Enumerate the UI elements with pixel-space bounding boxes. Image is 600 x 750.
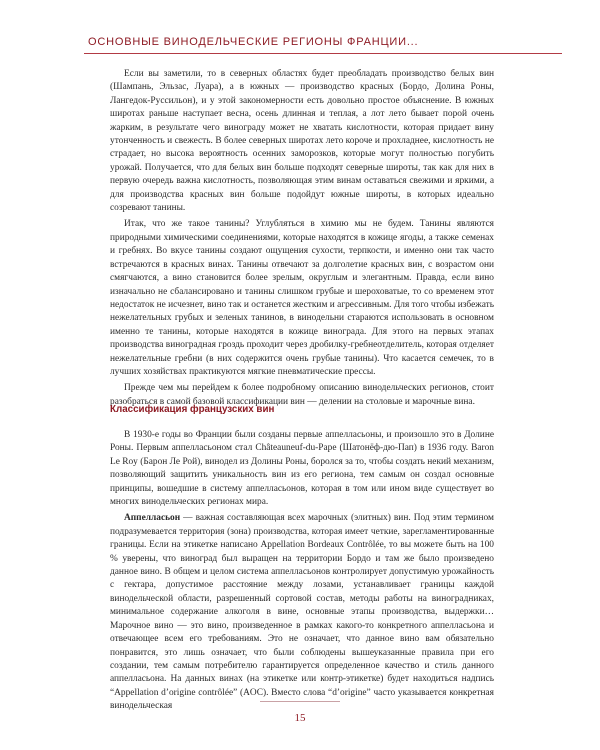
paragraph-transition: Прежде чем мы перейдем к более подробному описанию винодельческих регионов, стоит разобраться в самой базовой классификации вин — делении на столовые и марочные вина. [110, 383, 494, 407]
paragraph-appellation [110, 512, 494, 713]
appellation-definition: — важная составляющая всех марочных (элитных) вин. Под этим термином подразумевается территория (зона) производства, которая имеет четкие, зарегламентированные границы. Если на этикетке написано Appellation Bordeaux Contrôlée, то вы можете быть на 100 % уверены, что виноград был выращен на территории Бордо и там же было произведено данное вино. В общем и целом система аппелласьонов контролирует допустимую урожайность с гектара, допустимое расстояние между лозами, устанавливает границы каждой винодельческой области, разрешенный сортовой состав, методы работы на виноградниках, минимальное содержание алкоголя в вине, основные этапы производства, выдержки… Марочное вино — это вино, произведенное в рамках какого-то конкретного аппелласьона и отвечающее всем его требованиям. Это не означает, что данное вино вам обязательно понравится, это лишь означает, что были соблюдены вышеуказанные правила при его создании, тем самым потребителю гарантируется определенное качество и стиль данного аппелласьона. На данных винах (на этикетке или контр-этикетке) будет находиться надпись “Appellation d’origine contrôlée” (AOC). Вместо слова “d’origine” часто указывается конкретная винодельческая [110, 513, 494, 712]
section-title: Классификация французских вин [110, 404, 275, 415]
paragraph-tannins: Итак, что же такое танины? Углубляться в химию мы не будем. Танины являются природными химическими соединениями, которые находятся в кожице ягоды, а также семенах и гребнях. Во вкусе танины создают ощущения сухости, терпкости, и именно они так часто встречаются в красных винах. Танины отвечают за долголетие красных вин, с возрастом они смягчаются, а вино становится более зрелым, округлым и элегантным. Правда, если вино изначально не сбалансировано и танины слишком грубые и шероховатые, то со временем этот недостаток не исчезнет, вино так и останется жестким и агрессивным. Для того чтобы избежать нежелательных грубых и зеленых танинов, в винодельни стараются использовать в основном именно те танины, которые находятся в кожице винограда. Для этого на первых этапах производства виноградная гроздь проходит через дробилку-гребнеотделитель, которая отделяет нежелательные гребни (в них содержится очень грубые танины). Что касается семечек, то в лучших хозяйствах практикуются мягкие пневматические прессы. [110, 219, 494, 377]
term-appellation: Аппелласьон [124, 513, 181, 524]
paragraph-history: В 1930-е годы во Франции были созданы первые аппелласьоны, и произошло это в Долине Роны. Первым аппелласьоном стал Châteauneuf-du-Pape (Шатонёф-дю-Пап) в 1936 году. Baron Le Roy (Барон Ле Рой), винодел из Долины Роны, боролся за то, чтобы создать некий механизм, позволяющий защитить уникальность вин из его региона, тем самым он создал основные принципы, вошедшие в систему аппелласьонов, которая в том или ином виде существует во многих винодельческих регионах мира. [110, 430, 494, 508]
page-number: 15 [294, 712, 306, 724]
header-rule [84, 53, 562, 54]
intro-text [110, 68, 494, 409]
classification-text [110, 429, 494, 714]
paragraph-latitudes: Если вы заметили, то в северных областях будет преобладать производство белых вин (Шампань, Эльзас, Луара), а в южных — производство красных (Бордо, Долина Роны, Лангедок-Руссильон), и у этой закономерности есть довольно простое объяснение. В южных широтах раньше наступает весна, осень длинная и теплая, а лот лето бывает порой очень жарким, в результате чего винограду может не хватать кислотности, которая придает вину утонченность и свежесть. В более северных широтах лето короче и прохладнее, кислотность не страдает, но высока вероятность осенних заморозков, которые могут полностью погубить урожай. Получается, что для белых вин больше подходят северные широты, так как для них в первую очередь важна кислотность, позволяющая этим винам оставаться свежими и яркими, а для производства красных вин больше подойдут южные широты, в которых идеально созревают танины. [110, 69, 494, 214]
running-title: ОСНОВНЫЕ ВИНОДЕЛЬЧЕСКИЕ РЕГИОНЫ ФРАНЦИИ... [88, 36, 419, 48]
footer-rule [260, 701, 340, 702]
